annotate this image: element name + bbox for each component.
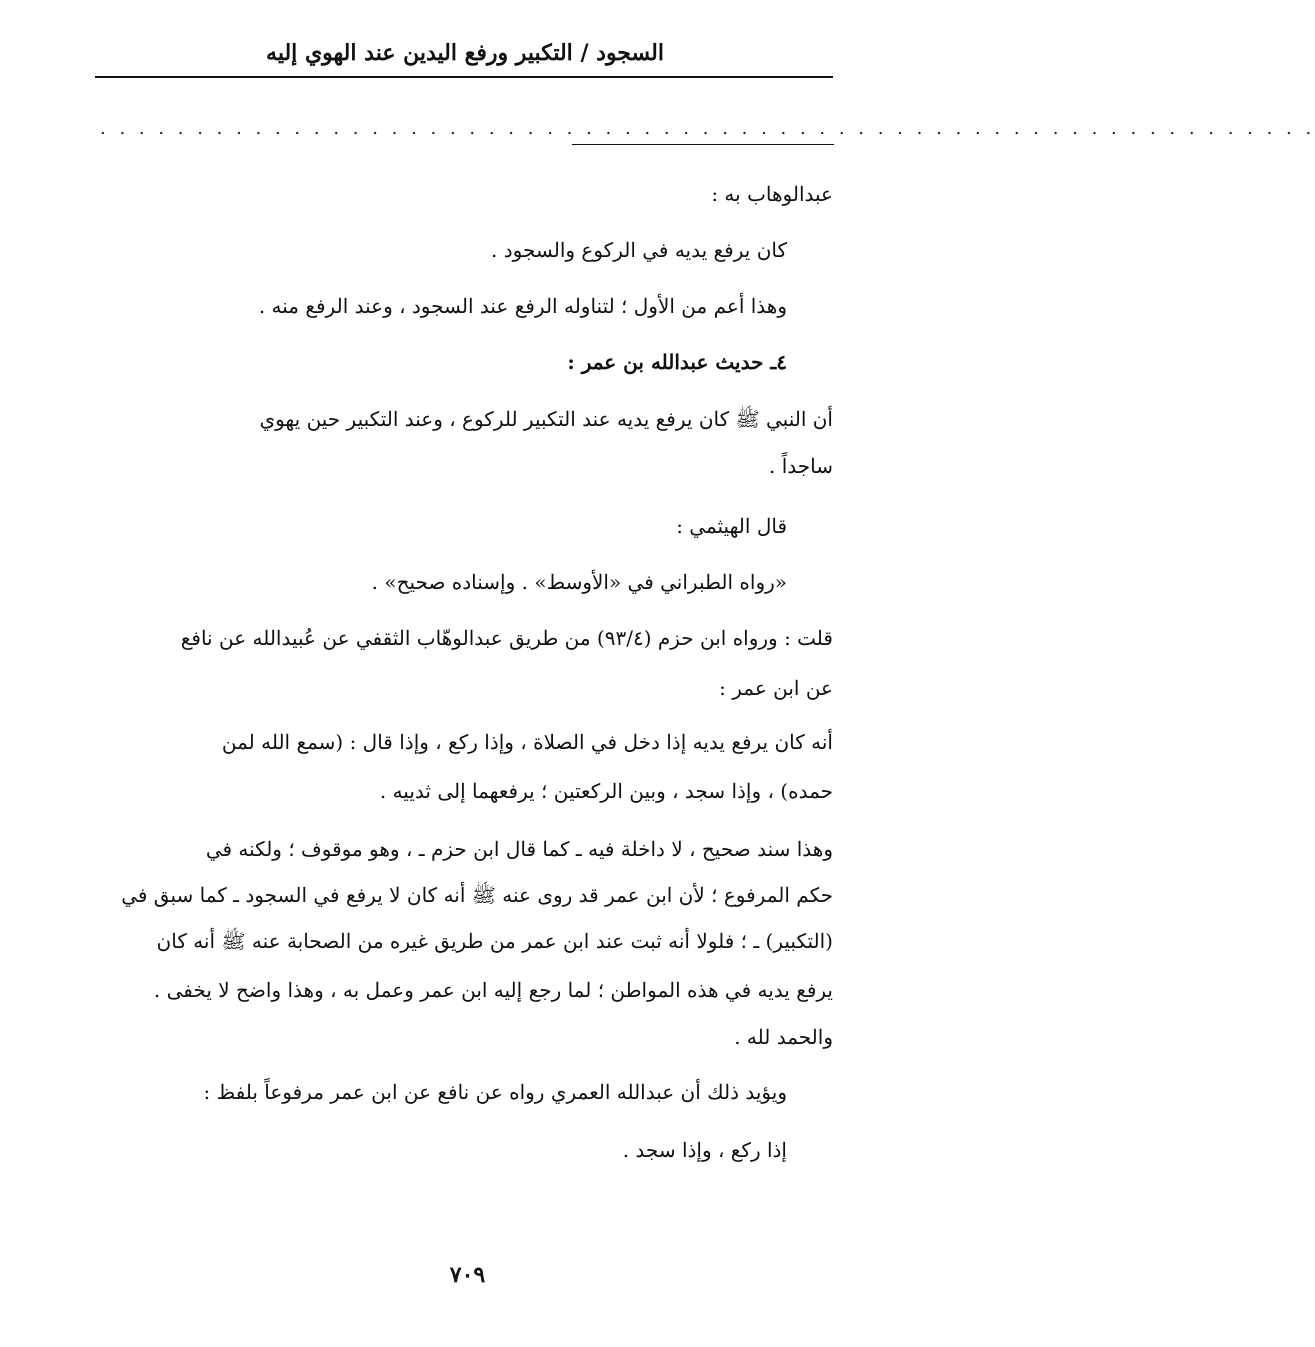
footnote-rule — [572, 144, 834, 145]
paragraph-line: وهذا سند صحيح ، لا داخلة فيه ـ كما قال ابن حزم ـ ، وهو موقوف ؛ ولكنه في — [205, 837, 833, 861]
paragraph-line: إذا ركع ، وإذا سجد . — [622, 1138, 787, 1162]
paragraph-line: أن النبي ﷺ كان يرفع يديه عند التكبير للركوع ، وعند التكبير حين يهوي — [259, 407, 833, 431]
page-number: ٧٠٩ — [449, 1262, 486, 1288]
running-header-title: السجود / التكبير ورفع اليدين عند الهوي إليه — [266, 40, 664, 66]
section-heading: ٤ـ حديث عبدالله بن عمر : — [567, 350, 787, 374]
paragraph-line: قلت : ورواه ابن حزم (٩٣/٤) من طريق عبدالوهّاب الثقفي عن عُبيدالله عن نافع — [180, 626, 833, 650]
paragraph-line: يرفع يديه في هذه المواطن ؛ لما رجع إليه ابن عمر وعمل به ، وهذا واضح لا يخفى . — [153, 978, 833, 1002]
paragraph-line: كان يرفع يديه في الركوع والسجود . — [491, 238, 787, 262]
paragraph-line: أنه كان يرفع يديه إذا دخل في الصلاة ، وإذا ركع ، وإذا قال : (سمع الله لمن — [221, 730, 833, 754]
header-rule — [95, 76, 833, 78]
dotted-separator: . . . . . . . . . . . . . . . . . . . . . . . . . . . . . . . . . . . . . . . . . . . . . . . . . . . . . . . . . . . . . . . — [100, 118, 1315, 139]
paragraph-line: حكم المرفوع ؛ لأن ابن عمر قد روى عنه ﷺ أنه كان لا يرفع في السجود ـ كما سبق في — [121, 883, 833, 907]
paragraph-line: «رواه الطبراني في «الأوسط» . وإسناده صحيح» . — [371, 570, 787, 594]
paragraph-line: وهذا أعم من الأول ؛ لتناوله الرفع عند السجود ، وعند الرفع منه . — [258, 294, 787, 318]
paragraph-line: والحمد لله . — [734, 1025, 833, 1049]
paragraph-line: عبدالوهاب به : — [711, 182, 833, 206]
paragraph-line: حمده) ، وإذا سجد ، وبين الركعتين ؛ يرفعهما إلى ثدييه . — [379, 779, 833, 803]
paragraph-line: عن ابن عمر : — [719, 676, 833, 700]
paragraph-line: ساجداً . — [769, 454, 833, 478]
paragraph-line: ويؤيد ذلك أن عبدالله العمري رواه عن نافع عن ابن عمر مرفوعاً بلفظ : — [203, 1080, 787, 1104]
paragraph-line: قال الهيثمي : — [676, 514, 787, 538]
paragraph-line: (التكبير) ـ ؛ فلولا أنه ثبت عند ابن عمر من طريق غيره من الصحابة عنه ﷺ أنه كان — [156, 929, 833, 953]
